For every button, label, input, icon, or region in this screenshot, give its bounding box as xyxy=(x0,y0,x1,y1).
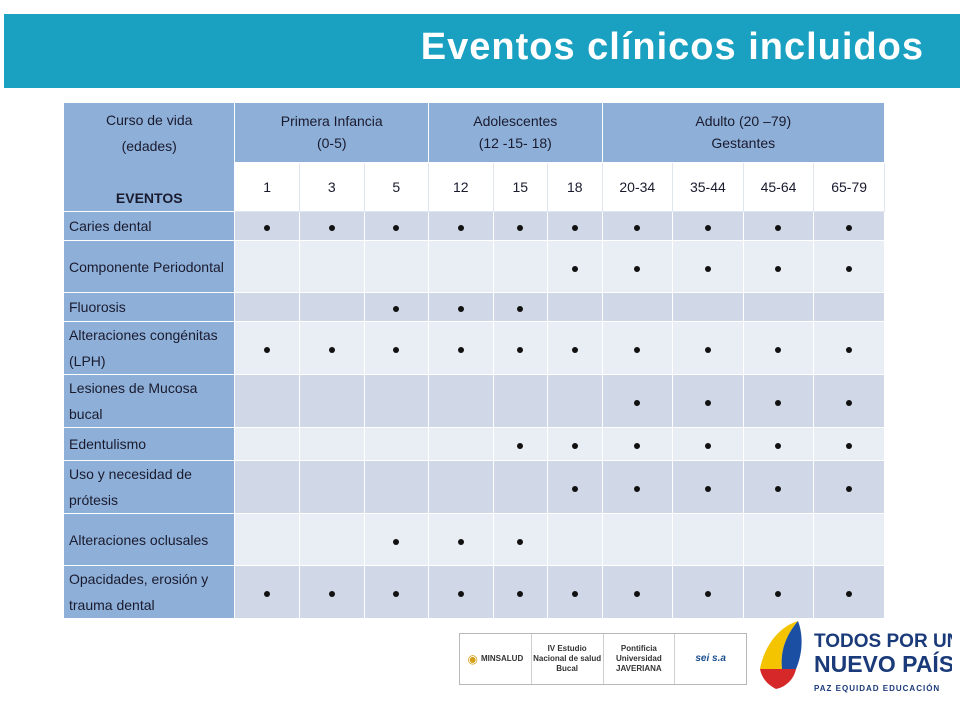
group-line1: Adolescentes xyxy=(473,113,558,130)
event-cell xyxy=(429,293,494,322)
bullet-icon xyxy=(846,225,852,231)
table-row xyxy=(64,322,885,375)
event-cell xyxy=(364,566,429,619)
event-cell xyxy=(673,322,744,375)
partner-logos xyxy=(459,633,747,685)
event-cell xyxy=(493,428,547,461)
event-cell xyxy=(299,514,364,566)
event-cell xyxy=(299,293,364,322)
bullet-icon xyxy=(846,443,852,449)
event-cell xyxy=(429,241,494,293)
event-cell xyxy=(493,322,547,375)
event-cell xyxy=(299,461,364,514)
events-table xyxy=(63,102,885,619)
bullet-icon xyxy=(393,591,399,597)
event-label: Opacidades, erosión y trauma dental xyxy=(64,566,235,619)
event-cell xyxy=(429,566,494,619)
bullet-icon xyxy=(705,400,711,406)
header-group-adolescentes xyxy=(429,103,602,163)
event-cell xyxy=(814,322,885,375)
bullet-icon xyxy=(517,306,523,312)
event-cell xyxy=(602,461,673,514)
header-course xyxy=(64,103,235,212)
bullet-icon xyxy=(846,486,852,492)
table-row xyxy=(64,514,885,566)
event-cell xyxy=(429,514,494,566)
event-cell xyxy=(743,461,814,514)
event-cell xyxy=(602,514,673,566)
event-cell xyxy=(364,322,429,375)
table-row xyxy=(64,293,885,322)
brand-logo xyxy=(756,617,952,699)
bullet-icon xyxy=(264,347,270,353)
event-cell xyxy=(299,212,364,241)
event-cell xyxy=(299,428,364,461)
page-title: Eventos clínicos incluidos xyxy=(420,26,924,68)
bullet-icon xyxy=(705,225,711,231)
bullet-icon xyxy=(458,306,464,312)
age-cell: 15 xyxy=(493,162,547,211)
table-row xyxy=(64,428,885,461)
event-label: Lesiones de Mucosa bucal xyxy=(64,375,235,428)
bullet-icon xyxy=(775,347,781,353)
event-cell xyxy=(673,461,744,514)
group-line1: Primera Infancia xyxy=(280,113,383,130)
bullet-icon xyxy=(705,443,711,449)
bullet-icon xyxy=(517,443,523,449)
event-cell xyxy=(743,428,814,461)
event-cell xyxy=(602,212,673,241)
age-cell: 65-79 xyxy=(814,162,885,211)
event-cell xyxy=(548,241,602,293)
estudio-logo: IV Estudio Nacional de salud Bucal xyxy=(532,634,604,684)
bullet-icon xyxy=(572,443,578,449)
shield-icon: ◉ xyxy=(467,652,478,666)
bullet-icon xyxy=(846,266,852,272)
group-line1: Adulto (20 –79) xyxy=(695,113,792,130)
event-cell xyxy=(743,566,814,619)
event-cell xyxy=(548,566,602,619)
event-cell xyxy=(673,212,744,241)
group-line2: (12 -15- 18) xyxy=(478,135,552,152)
brand-line3: PAZ EQUIDAD EDUCACIÓN xyxy=(814,684,941,693)
age-cell: 5 xyxy=(364,162,429,211)
event-cell xyxy=(429,428,494,461)
age-cell: 3 xyxy=(299,162,364,211)
header-group-adulto xyxy=(602,103,885,163)
event-cell xyxy=(814,461,885,514)
event-label: Fluorosis xyxy=(64,293,235,322)
bullet-icon xyxy=(705,486,711,492)
event-label: Alteraciones oclusales xyxy=(64,514,235,566)
event-cell xyxy=(299,322,364,375)
age-cell: 45-64 xyxy=(743,162,814,211)
event-cell xyxy=(743,212,814,241)
event-cell xyxy=(814,566,885,619)
bullet-icon xyxy=(775,225,781,231)
bullet-icon xyxy=(517,539,523,545)
age-cell: 35-44 xyxy=(673,162,744,211)
event-cell xyxy=(235,428,300,461)
event-cell xyxy=(235,461,300,514)
bullet-icon xyxy=(517,347,523,353)
bullet-icon xyxy=(393,306,399,312)
event-cell xyxy=(673,428,744,461)
event-cell xyxy=(548,428,602,461)
header-course-line2: (edades) xyxy=(121,138,177,154)
bullet-icon xyxy=(634,266,640,272)
event-cell xyxy=(743,514,814,566)
bullet-icon xyxy=(846,591,852,597)
bullet-icon xyxy=(517,591,523,597)
event-cell xyxy=(602,293,673,322)
bullet-icon xyxy=(572,266,578,272)
event-cell xyxy=(235,212,300,241)
bullet-icon xyxy=(458,539,464,545)
brand-line2: NUEVO PAÍS xyxy=(814,651,952,677)
bullet-icon xyxy=(572,347,578,353)
event-cell xyxy=(235,375,300,428)
header-events: EVENTOS xyxy=(115,190,183,206)
bullet-icon xyxy=(634,443,640,449)
bullet-icon xyxy=(846,347,852,353)
bullet-icon xyxy=(634,347,640,353)
event-cell xyxy=(364,212,429,241)
javeriana-logo: Pontificia Universidad JAVERIANA xyxy=(604,634,676,684)
bullet-icon xyxy=(572,486,578,492)
sei-logo: sei s.a xyxy=(695,653,726,664)
bullet-icon xyxy=(264,591,270,597)
bullet-icon xyxy=(705,347,711,353)
event-cell xyxy=(548,293,602,322)
event-cell xyxy=(493,293,547,322)
event-label: Edentulismo xyxy=(64,428,235,461)
event-cell xyxy=(814,375,885,428)
event-cell xyxy=(235,514,300,566)
bullet-icon xyxy=(329,225,335,231)
header-group-infancia xyxy=(235,103,429,163)
bullet-icon xyxy=(572,591,578,597)
event-cell xyxy=(364,514,429,566)
bullet-icon xyxy=(634,225,640,231)
title-band xyxy=(4,14,960,88)
event-cell xyxy=(493,514,547,566)
event-cell xyxy=(673,375,744,428)
bullet-icon xyxy=(517,225,523,231)
bullet-icon xyxy=(705,266,711,272)
event-cell xyxy=(364,241,429,293)
event-cell xyxy=(814,212,885,241)
event-cell xyxy=(743,293,814,322)
event-cell xyxy=(673,241,744,293)
event-label: Componente Periodontal xyxy=(64,241,235,293)
event-cell xyxy=(814,514,885,566)
event-cell xyxy=(429,461,494,514)
event-cell xyxy=(548,514,602,566)
event-cell xyxy=(743,241,814,293)
age-cell: 12 xyxy=(429,162,494,211)
event-cell xyxy=(548,375,602,428)
bullet-icon xyxy=(846,400,852,406)
event-cell xyxy=(673,566,744,619)
bullet-icon xyxy=(393,225,399,231)
event-cell xyxy=(235,322,300,375)
event-cell xyxy=(429,375,494,428)
bullet-icon xyxy=(572,225,578,231)
event-cell xyxy=(673,293,744,322)
table-row xyxy=(64,566,885,619)
bullet-icon xyxy=(458,347,464,353)
bullet-icon xyxy=(264,225,270,231)
event-cell xyxy=(429,322,494,375)
table-body xyxy=(64,212,885,619)
event-cell xyxy=(602,322,673,375)
bullet-icon xyxy=(705,591,711,597)
event-cell xyxy=(493,566,547,619)
bullet-icon xyxy=(393,347,399,353)
event-label: Caries dental xyxy=(64,212,235,241)
event-cell xyxy=(235,566,300,619)
age-cell: 20-34 xyxy=(602,162,673,211)
bullet-icon xyxy=(775,266,781,272)
event-cell xyxy=(299,375,364,428)
event-cell xyxy=(299,566,364,619)
bullet-icon xyxy=(329,591,335,597)
brand-line1: TODOS POR UN xyxy=(814,631,952,652)
event-cell xyxy=(743,375,814,428)
group-line2: Gestantes xyxy=(711,135,776,152)
header-course-line1: Curso de vida xyxy=(106,112,193,128)
event-cell xyxy=(429,212,494,241)
bullet-icon xyxy=(634,486,640,492)
bullet-icon xyxy=(634,591,640,597)
event-cell xyxy=(235,241,300,293)
event-cell xyxy=(364,461,429,514)
event-cell xyxy=(814,293,885,322)
minsalud-logo: ◉ MINSALUD xyxy=(460,634,532,684)
event-cell xyxy=(743,322,814,375)
event-cell xyxy=(299,241,364,293)
event-cell xyxy=(548,212,602,241)
event-cell xyxy=(364,375,429,428)
bullet-icon xyxy=(775,486,781,492)
event-cell xyxy=(814,241,885,293)
bullet-icon xyxy=(458,591,464,597)
event-label: Alteraciones congénitas (LPH) xyxy=(64,322,235,375)
event-cell xyxy=(493,461,547,514)
event-cell xyxy=(493,241,547,293)
bullet-icon xyxy=(775,591,781,597)
group-line2: (0-5) xyxy=(316,135,347,152)
brand-mark-icon xyxy=(756,617,952,699)
event-cell xyxy=(364,428,429,461)
event-cell xyxy=(814,428,885,461)
bullet-icon xyxy=(634,400,640,406)
event-cell xyxy=(602,566,673,619)
event-cell xyxy=(602,428,673,461)
bullet-icon xyxy=(775,400,781,406)
table-row xyxy=(64,241,885,293)
event-label: Uso y necesidad de prótesis xyxy=(64,461,235,514)
bullet-icon xyxy=(329,347,335,353)
event-cell xyxy=(548,461,602,514)
event-cell xyxy=(493,212,547,241)
event-cell xyxy=(235,293,300,322)
bullet-icon xyxy=(393,539,399,545)
age-cell: 18 xyxy=(548,162,602,211)
event-cell xyxy=(493,375,547,428)
event-cell xyxy=(548,322,602,375)
table-row xyxy=(64,375,885,428)
event-cell xyxy=(364,293,429,322)
table-row xyxy=(64,461,885,514)
bullet-icon xyxy=(775,443,781,449)
table-row xyxy=(64,212,885,241)
age-cell: 1 xyxy=(235,162,300,211)
bullet-icon xyxy=(458,225,464,231)
event-cell xyxy=(673,514,744,566)
event-cell xyxy=(602,241,673,293)
event-cell xyxy=(602,375,673,428)
